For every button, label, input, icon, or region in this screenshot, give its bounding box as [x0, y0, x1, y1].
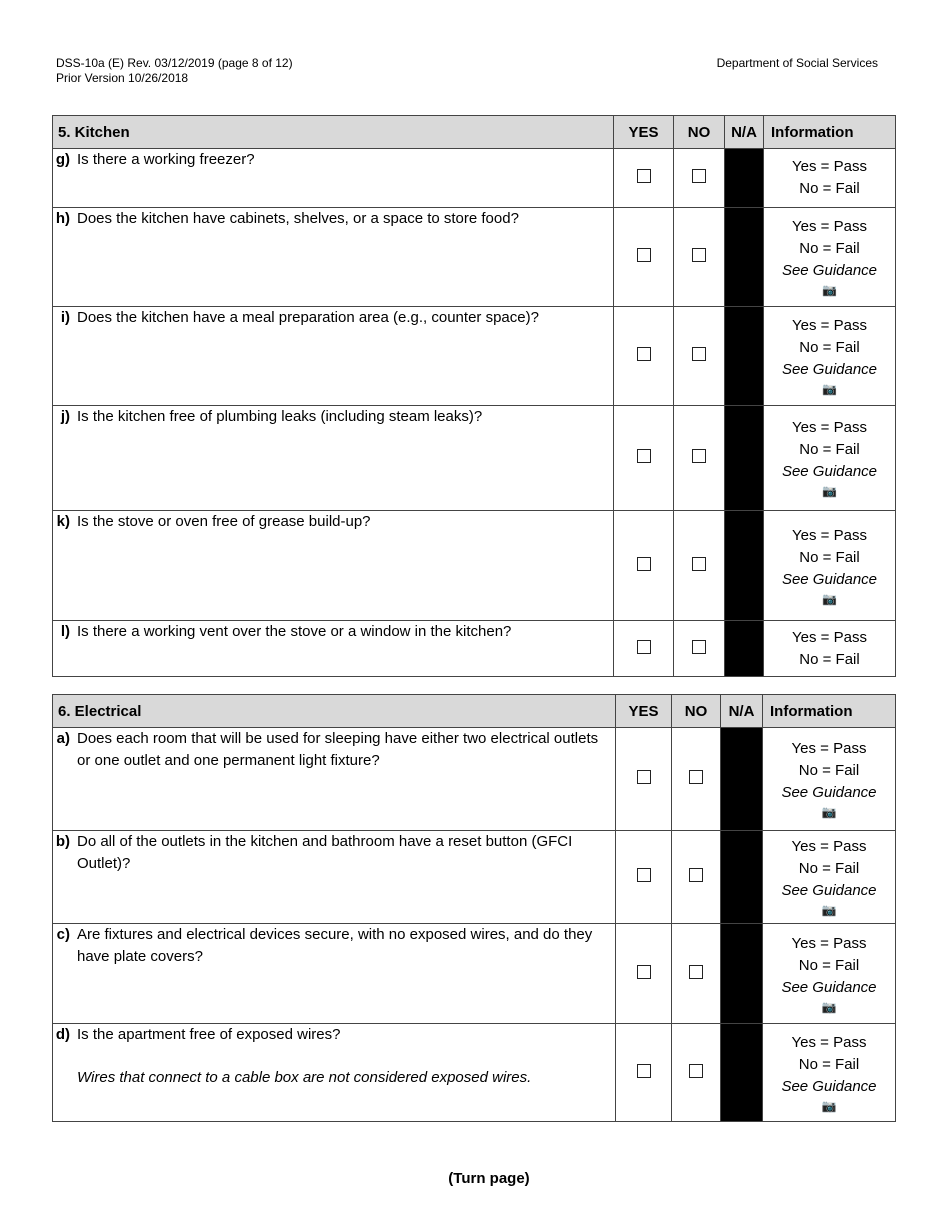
yes-checkbox[interactable]: [637, 248, 651, 262]
camera-icon: 📷: [822, 382, 837, 396]
table-row: [53, 208, 896, 307]
question-text: Does the kitchen have a meal preparation area (e.g., counter space)?: [77, 309, 539, 326]
no-checkbox[interactable]: [689, 965, 703, 979]
na-blocked-cell: [725, 307, 764, 406]
no-checkbox[interactable]: [689, 868, 703, 882]
na-blocked-cell: [721, 1024, 763, 1122]
see-guidance-link: See Guidance: [781, 784, 877, 801]
no-checkbox[interactable]: [692, 248, 706, 262]
information-column-header: Information: [763, 695, 896, 728]
question-text: Does the kitchen have cabinets, shelves, or a space to store food?: [77, 210, 519, 227]
question-text: Is there a working freezer?: [77, 151, 255, 168]
question-text: Is the stove or oven free of grease build-up?: [77, 513, 371, 530]
table-row: [53, 924, 896, 1024]
question-text: Do all of the outlets in the kitchen and bathroom have a reset button (GFCI Outlet)?: [77, 833, 573, 872]
camera-icon: 📷: [821, 1098, 837, 1113]
no-checkbox[interactable]: [692, 449, 706, 463]
yes-checkbox[interactable]: [637, 169, 651, 183]
yes-column-header: YES: [616, 695, 672, 728]
yes-checkbox[interactable]: [637, 449, 651, 463]
question-letter: l): [60, 623, 70, 640]
camera-icon: 📷: [821, 999, 837, 1014]
camera-icon: 📷: [822, 283, 837, 297]
table-row: [53, 307, 896, 406]
fail-criteria: No = Fail: [798, 956, 860, 974]
pass-criteria: Yes = Pass: [792, 419, 867, 436]
no-checkbox[interactable]: [689, 1064, 703, 1078]
fail-criteria: No = Fail: [799, 240, 860, 257]
section-title: 6. Electrical: [53, 695, 616, 728]
question-letter: d): [55, 1026, 70, 1043]
table-row: [53, 406, 896, 511]
question-letter: k): [56, 513, 70, 530]
fail-criteria: No = Fail: [799, 339, 860, 356]
na-blocked-cell: [721, 924, 763, 1024]
question-letter: h): [55, 210, 70, 227]
question-letter: c): [56, 926, 70, 943]
question-letter: i): [60, 309, 70, 326]
camera-icon: 📷: [821, 903, 837, 917]
na-blocked-cell: [725, 406, 764, 511]
see-guidance-link: See Guidance: [781, 463, 878, 480]
fail-criteria: No = Fail: [798, 860, 860, 877]
na-blocked-cell: [725, 621, 764, 677]
form-header-left: [56, 56, 293, 86]
pass-criteria: Yes = Pass: [792, 526, 867, 544]
yes-column-header: YES: [614, 116, 674, 149]
pass-criteria: Yes = Pass: [791, 740, 867, 757]
na-blocked-cell: [725, 511, 764, 621]
no-checkbox[interactable]: [692, 169, 706, 183]
yes-checkbox[interactable]: [637, 868, 651, 882]
kitchen-section-table: [52, 115, 896, 677]
question-text: Does each room that will be used for sleeping have either two electrical outlets or one outlet and one permanent light fixture?: [77, 730, 599, 769]
yes-checkbox[interactable]: [637, 347, 651, 361]
yes-checkbox[interactable]: [637, 557, 651, 571]
pass-criteria: Yes = Pass: [791, 934, 867, 952]
no-column-header: NO: [674, 116, 725, 149]
table-row: [53, 149, 896, 208]
na-column-header: N/A: [721, 695, 763, 728]
table-row: [53, 831, 896, 924]
see-guidance-link: See Guidance: [781, 262, 878, 279]
pass-criteria: Yes = Pass: [792, 628, 867, 646]
form-id: DSS-10a (E) Rev. 03/12/2019 (page 8 of 12): [56, 56, 293, 70]
fail-criteria: No = Fail: [798, 1055, 860, 1073]
camera-icon: 📷: [821, 805, 837, 819]
no-column-header: NO: [672, 695, 721, 728]
question-letter: g): [55, 151, 70, 168]
no-checkbox[interactable]: [692, 557, 706, 571]
yes-checkbox[interactable]: [637, 1064, 651, 1078]
table-row: [53, 621, 896, 677]
question-text: Is the apartment free of exposed wires?: [77, 1026, 341, 1043]
pass-criteria: Yes = Pass: [792, 218, 867, 235]
fail-criteria: No = Fail: [799, 441, 860, 458]
question-letter: b): [55, 833, 70, 850]
fail-criteria: No = Fail: [799, 548, 860, 566]
fail-criteria: No = Fail: [798, 762, 860, 779]
question-text: Is there a working vent over the stove or a window in the kitchen?: [77, 623, 512, 640]
na-blocked-cell: [721, 831, 763, 924]
question-note: Wires that connect to a cable box are not considered exposed wires.: [77, 1069, 532, 1086]
information-column-header: Information: [764, 116, 896, 149]
table-row: [53, 728, 896, 831]
na-blocked-cell: [725, 208, 764, 307]
see-guidance-link: See Guidance: [781, 361, 878, 378]
na-column-header: N/A: [725, 116, 764, 149]
department-name: Department of Social Services: [716, 56, 878, 70]
question-text: Is the kitchen free of plumbing leaks (including steam leaks)?: [77, 408, 483, 425]
camera-icon: 📷: [822, 484, 837, 498]
pass-criteria: Yes = Pass: [792, 317, 867, 334]
no-checkbox[interactable]: [692, 347, 706, 361]
see-guidance-link: See Guidance: [781, 978, 877, 996]
no-checkbox[interactable]: [692, 640, 706, 654]
no-checkbox[interactable]: [689, 770, 703, 784]
camera-icon: 📷: [822, 591, 837, 606]
yes-checkbox[interactable]: [637, 640, 651, 654]
see-guidance-link: See Guidance: [781, 570, 878, 588]
na-blocked-cell: [721, 728, 763, 831]
see-guidance-link: See Guidance: [781, 882, 877, 899]
question-letter: a): [56, 730, 70, 747]
pass-criteria: Yes = Pass: [791, 1033, 867, 1051]
table-row: [53, 511, 896, 621]
pass-criteria: Yes = Pass: [791, 838, 867, 855]
turn-page-note: (Turn page): [448, 1170, 530, 1187]
electrical-section-table: [52, 694, 896, 1122]
yes-checkbox[interactable]: [637, 965, 651, 979]
na-blocked-cell: [725, 149, 764, 208]
prior-version: Prior Version 10/26/2018: [56, 71, 189, 85]
table-row: [53, 1024, 896, 1122]
section-title: 5. Kitchen: [53, 116, 614, 149]
fail-criteria: No = Fail: [799, 180, 860, 197]
yes-checkbox[interactable]: [637, 770, 651, 784]
see-guidance-link: See Guidance: [781, 1077, 877, 1095]
fail-criteria: No = Fail: [799, 650, 860, 668]
question-letter: j): [60, 408, 70, 425]
pass-criteria: Yes = Pass: [792, 158, 867, 175]
question-text: Are fixtures and electrical devices secure, with no exposed wires, and do they have plate covers?: [77, 926, 593, 965]
